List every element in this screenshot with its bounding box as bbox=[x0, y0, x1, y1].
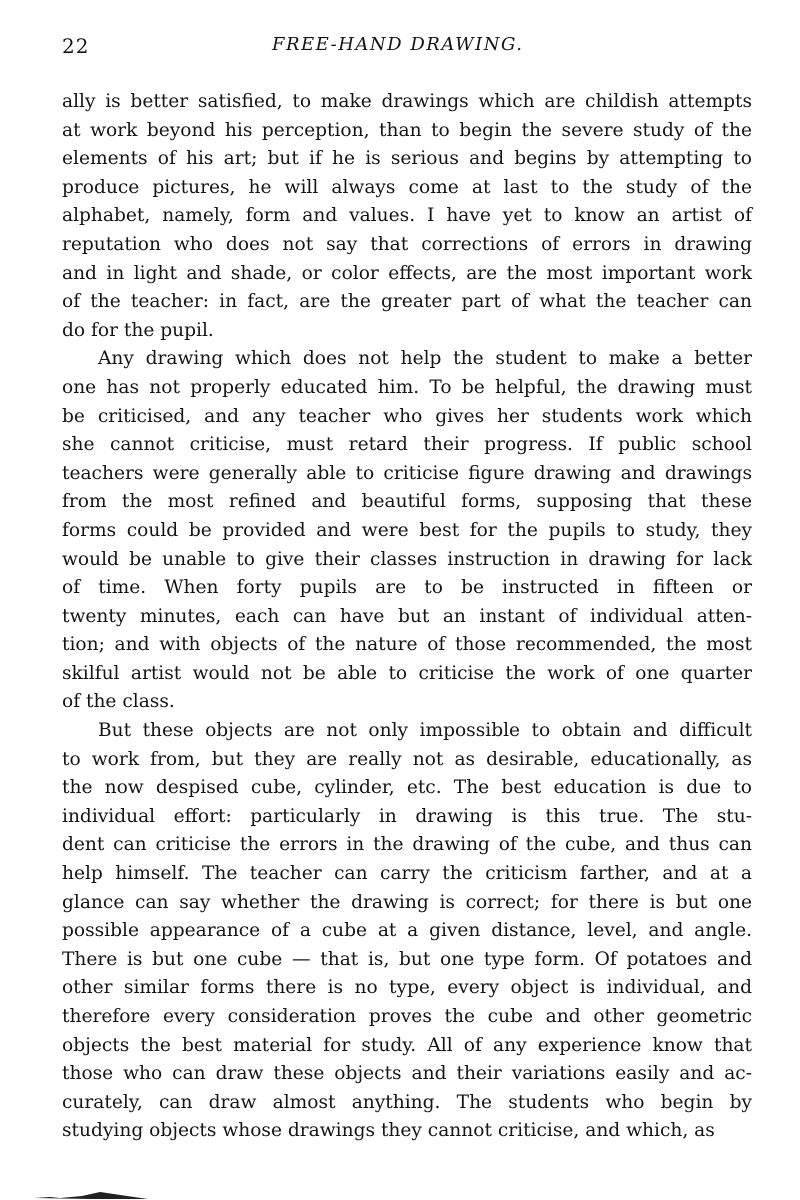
text-line: elements of his art; but if he is serious and begins by attempting to bbox=[62, 148, 752, 170]
text-line: at work beyond his perception, than to begin the severe study of the bbox=[62, 119, 752, 141]
text-line: produce pictures, he will always come at last to the study of the bbox=[62, 176, 752, 198]
text-line: therefore every consideration proves the cube and other geometric bbox=[62, 1006, 752, 1027]
text-line: dent can criticise the errors in the drawing of the cube, and thus can bbox=[62, 834, 752, 856]
text-line: possible appearance of a cube at a given distance, level, and angle. bbox=[62, 920, 752, 942]
text-line: of the class. bbox=[62, 691, 175, 713]
paragraph bbox=[62, 345, 752, 717]
text-line: reputation who does not say that corrections of errors in drawing bbox=[62, 233, 752, 255]
text-line: glance can say whether the drawing is correct; for there is but one bbox=[62, 891, 752, 913]
text-line: help himself. The teacher can carry the criticism farther, and at a bbox=[62, 863, 752, 885]
body-text bbox=[62, 88, 752, 1146]
text-line: of time. When forty pupils are to be instructed in fifteen or bbox=[62, 577, 752, 599]
paragraph bbox=[62, 717, 752, 1146]
text-line: There is but one cube — that is, but one type form. Of potatoes and bbox=[62, 948, 752, 970]
text-line: teachers were generally able to criticise figure drawing and drawings bbox=[62, 462, 752, 484]
paragraph bbox=[62, 88, 752, 345]
text-line: she cannot criticise, must retard their progress. If public school bbox=[62, 434, 752, 456]
text-line: of the teacher: in fact, are the greater part of what the teacher can bbox=[62, 291, 752, 313]
text-line: twenty minutes, each can have but an instant of individual atten- bbox=[62, 605, 752, 627]
text-line: the now despised cube, cylinder, etc. The best education is due to bbox=[62, 777, 752, 799]
text-line: be criticised, and any teacher who gives her students work which bbox=[62, 405, 752, 427]
text-line: do for the pupil. bbox=[62, 319, 214, 341]
page-number: 22 bbox=[62, 34, 90, 58]
text-line: those who can draw these objects and their variations easily and ac- bbox=[62, 1063, 752, 1085]
text-line: would be unable to give their classes instruction in drawing for lack bbox=[62, 548, 752, 570]
text-line: Any drawing which does not help the student to make a better bbox=[98, 348, 752, 370]
text-line: other similar forms there is no type, every object is individual, and bbox=[62, 977, 752, 999]
text-line: But these objects are not only impossible to obtain and difficult bbox=[98, 720, 752, 742]
text-line: to work from, but they are really not as desirable, educationally, as bbox=[62, 748, 752, 770]
text-line: from the most refined and beautiful forms, supposing that these bbox=[62, 491, 752, 513]
page-header bbox=[62, 34, 752, 64]
text-line: individual effort: particularly in drawing is this true. The stu- bbox=[62, 805, 752, 827]
text-line: ally is better satisfied, to make drawings which are childish attempts bbox=[62, 91, 752, 112]
scan-artifact-mark bbox=[30, 1188, 150, 1200]
text-line: forms could be provided and were best for the pupils to study, they bbox=[62, 519, 752, 541]
text-line: alphabet, namely, form and values. I have yet to know an artist of bbox=[62, 205, 752, 227]
text-line: skilful artist would not be able to criticise the work of one quarter bbox=[62, 662, 752, 684]
text-line: curately, can draw almost anything. The students who begin by bbox=[62, 1091, 752, 1113]
running-title: FREE-HAND DRAWING. bbox=[272, 34, 524, 55]
text-line: one has not properly educated him. To be helpful, the drawing must bbox=[62, 376, 752, 398]
text-line: studying objects whose drawings they cannot criticise, and which, as bbox=[62, 1120, 715, 1142]
text-line: and in light and shade, or color effects, are the most important work bbox=[62, 262, 752, 284]
text-line: tion; and with objects of the nature of those recommended, the most bbox=[62, 634, 752, 656]
text-line: objects the best material for study. All of any experience know that bbox=[62, 1034, 752, 1056]
